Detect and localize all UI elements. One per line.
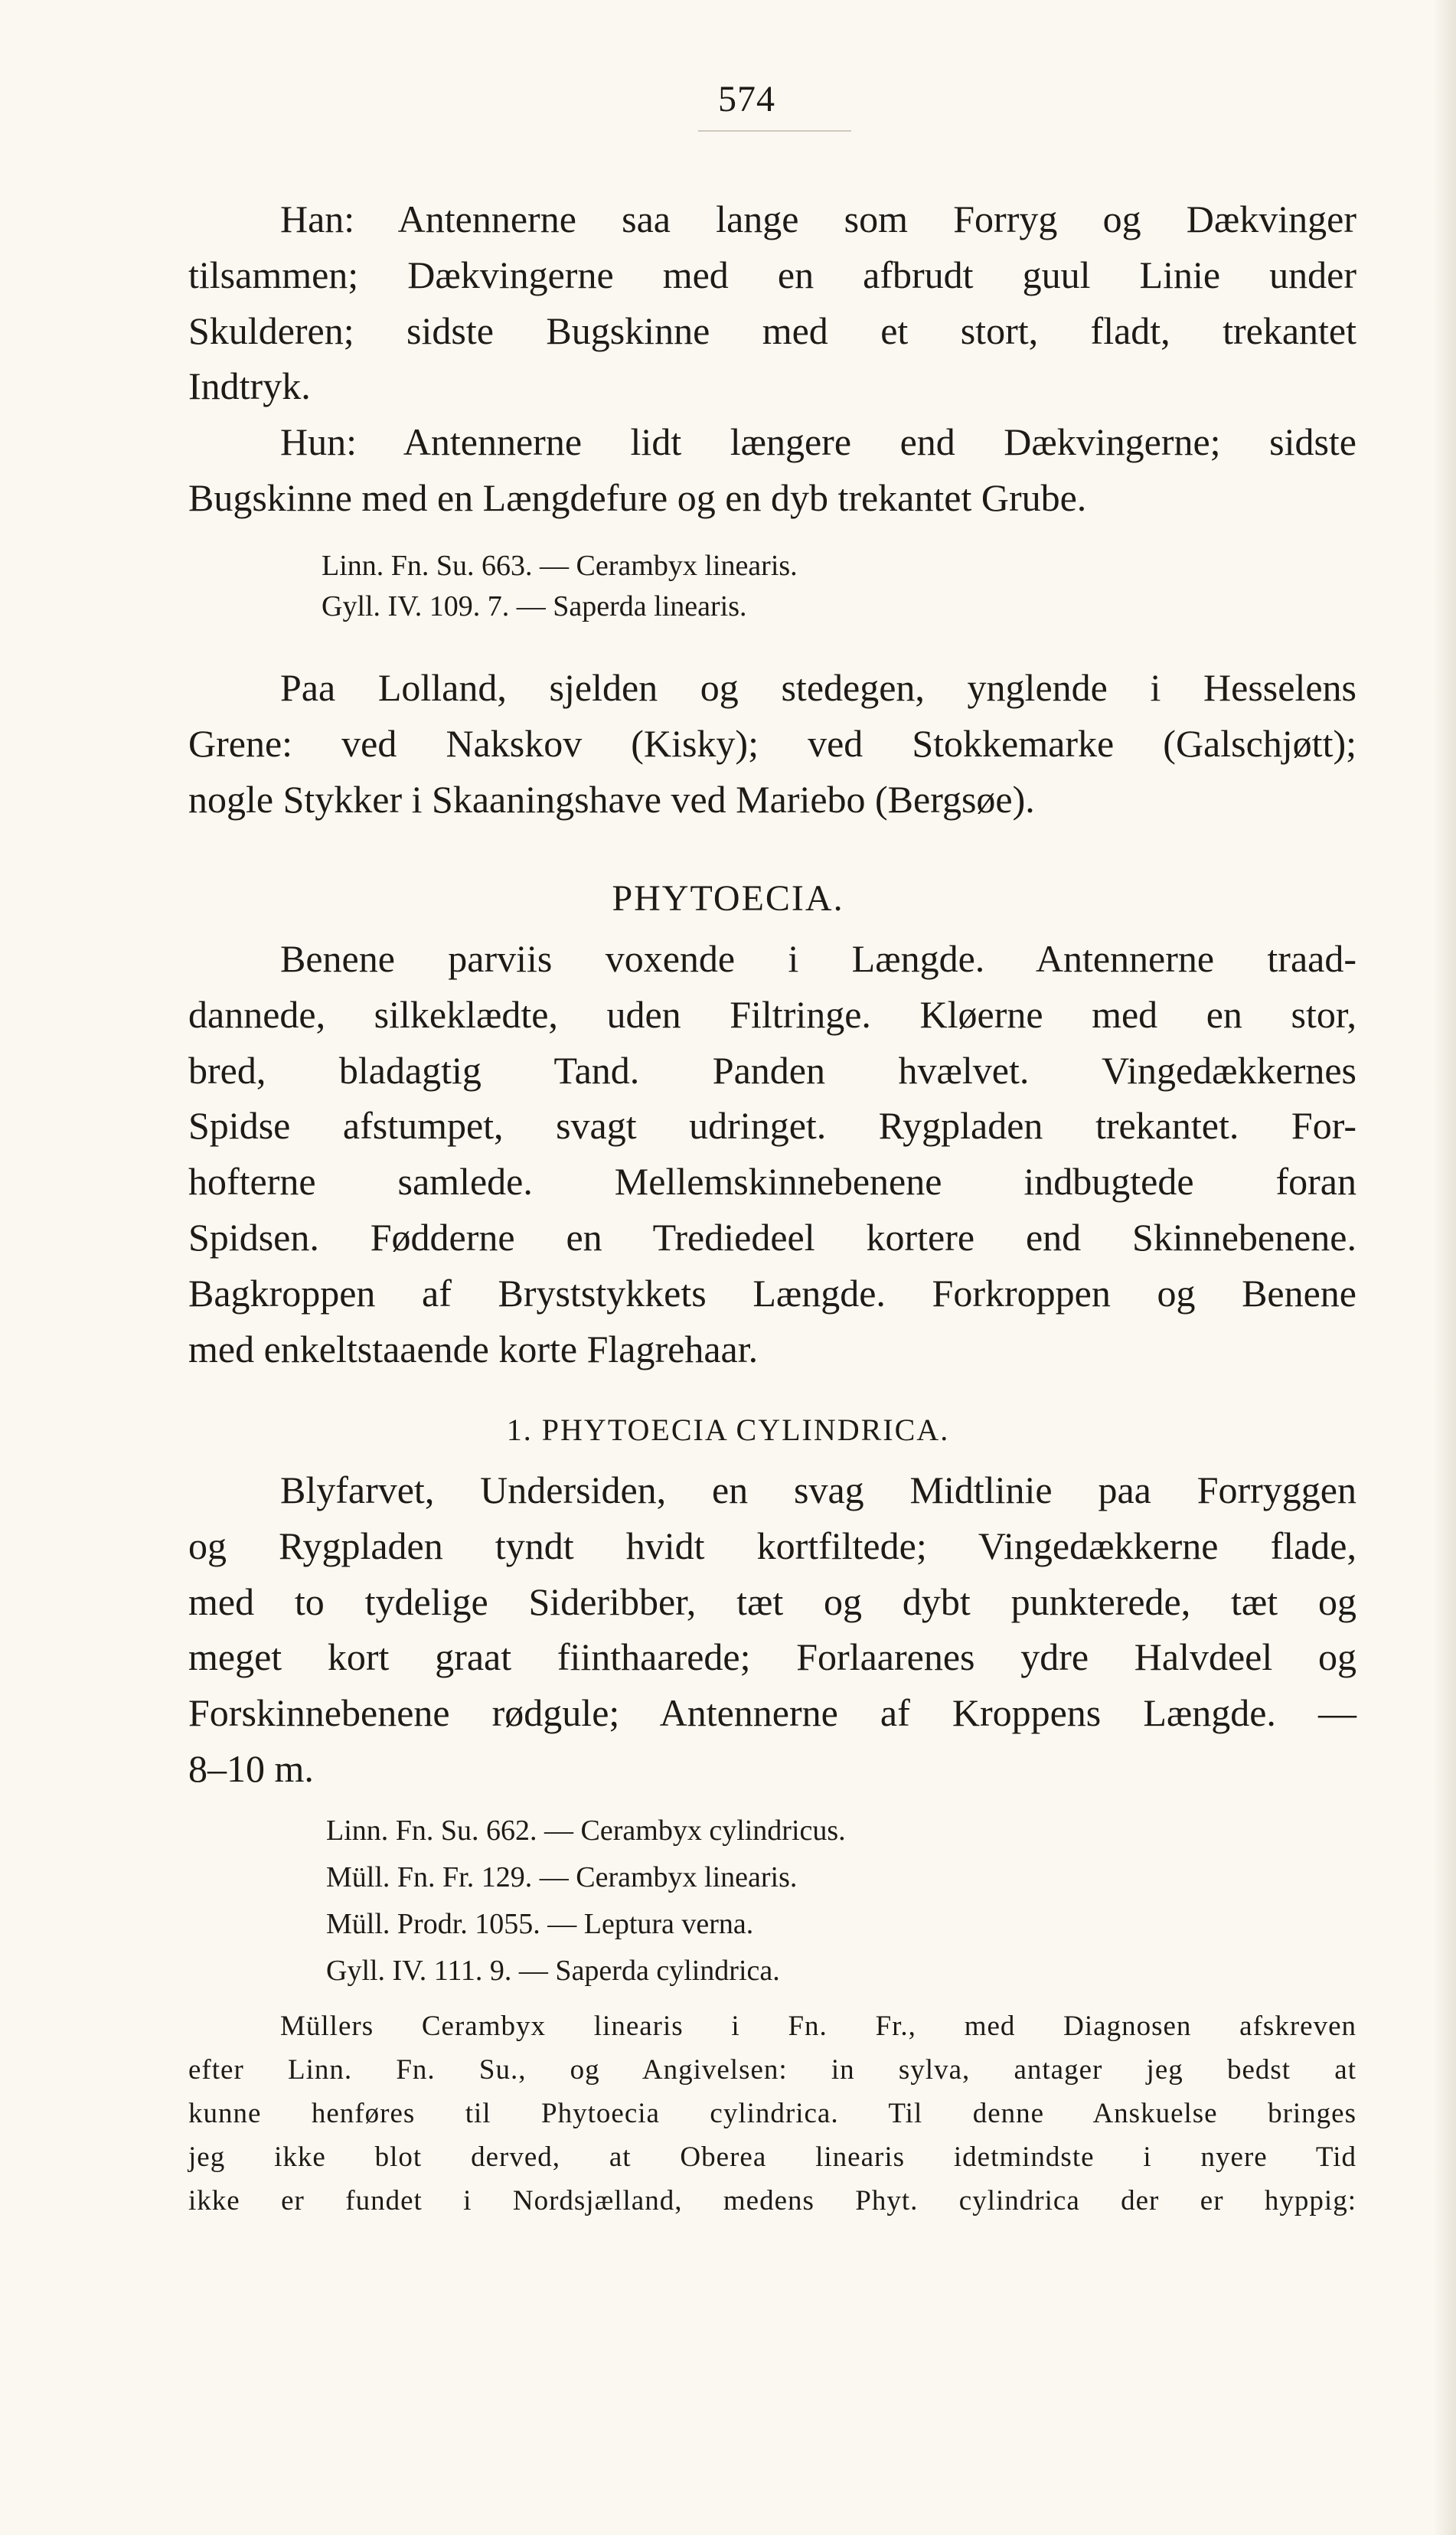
text-line: tilsammen; Dækvingerne med en afbrudt guul Linie under [188, 253, 1356, 296]
text-line: Bugskinne med en Længdefure og en dyb trekantet Grube. [188, 475, 1087, 519]
locality-paragraph [188, 660, 1356, 827]
text-line: Paa Lolland, sjelden og stedegen, ynglende i Hesselens [280, 666, 1356, 709]
synonym-line: Linn. Fn. Su. 663. — Cerambyx linearis. [322, 550, 798, 582]
text-line: Skulderen; sidste Bugskinne med et stort, fladt, trekantet [188, 309, 1356, 352]
text-line: efter Linn. Fn. Su., og Angivelsen: in sylva, antager jeg bedst at [188, 2054, 1356, 2086]
text-line: ikke er fundet i Nordsjælland, medens Phyt. cylindrica der er hyppig: [188, 2185, 1356, 2216]
text-line: Spidse afstumpet, svagt udringet. Rygpladen trekantet. For- [188, 1104, 1356, 1148]
synonym-line: Gyll. IV. 111. 9. — Saperda cylindrica. [326, 1955, 780, 1987]
genus-heading: PHYTOECIA. [612, 878, 844, 919]
genus-description [188, 931, 1356, 1377]
page-edge-shadow [1433, 0, 1456, 2535]
male-description-paragraph [188, 191, 1356, 414]
text-line: og Rygpladen tyndt hvidt kortfiltede; Vingedækkerne flade, [188, 1524, 1356, 1567]
text-line: med to tydelige Sideribber, tæt og dybt punkterede, tæt og [188, 1579, 1356, 1623]
female-description [188, 414, 1356, 526]
text-line: Bagkroppen af Bryststykkets Længde. Forkroppen og Benene [188, 1271, 1356, 1315]
text-line: Benene parviis voxende i Længde. Antennerne traad- [280, 937, 1356, 980]
text-line: jeg ikke blot derved, at Oberea linearis idetmindste i nyere Tid [188, 2141, 1356, 2173]
text-line: Indtryk. [188, 364, 311, 408]
text-line: meget kort graat fiinthaarede; Forlaarenes ydre Halvdeel og [188, 1635, 1356, 1679]
synonym-line: Linn. Fn. Su. 662. — Cerambyx cylindricus. [326, 1815, 846, 1847]
text-line: kunne henføres til Phytoecia cylindrica. Til denne Anskuelse bringes [188, 2098, 1356, 2129]
locality-text [188, 660, 1356, 827]
synonym-line: Gyll. IV. 109. 7. — Saperda linearis. [322, 590, 747, 622]
text-line: Han: Antennerne saa lange som Forryg og Dækvinger [280, 198, 1356, 240]
text-line: hofterne samlede. Mellemskinnebenene indbugtede foran [188, 1160, 1356, 1204]
synonym-line: Müll. Prodr. 1055. — Leptura verna. [326, 1908, 754, 1940]
text-line: Hun: Antennerne lidt længere end Dækvingerne; sidste [280, 420, 1356, 463]
text-line: Müllers Cerambyx linearis i Fn. Fr., med Diagnosen afskreven [280, 2011, 1356, 2042]
footnote-paragraph [188, 2004, 1356, 2223]
male-description [188, 191, 1356, 414]
synonyms-list [322, 546, 798, 627]
text-line: Forskinnebenene rødgule; Antennerne af Kroppens Længde. — [188, 1691, 1356, 1735]
text-line: nogle Stykker i Skaaningshave ved Mariebo (Bergsøe). [188, 777, 1035, 821]
synonym-line: Müll. Fn. Fr. 129. — Cerambyx linearis. [326, 1861, 798, 1893]
text-line: 8–10 m. [188, 1746, 314, 1790]
text-line: Grene: ved Nakskov (Kisky); ved Stokkemarke (Galschjøtt); [188, 721, 1356, 765]
species-synonyms-list [326, 1808, 846, 1994]
page-number-rule [698, 130, 851, 132]
species-heading: 1. PHYTOECIA CYLINDRICA. [506, 1413, 950, 1447]
species-description [188, 1462, 1356, 1797]
text-line: med enkeltstaaende korte Flagrehaar. [188, 1327, 759, 1370]
species-description-text [188, 1462, 1356, 1797]
text-line: bred, bladagtig Tand. Panden hvælvet. Vingedækkernes [188, 1048, 1356, 1092]
female-description-paragraph [188, 414, 1356, 526]
text-line: dannede, silkeklædte, uden Filtringe. Kløerne med en stor, [188, 992, 1356, 1036]
text-line: Spidsen. Fødderne en Trediedeel kortere end Skinnebenene. [188, 1215, 1356, 1259]
page-number: 574 [718, 79, 775, 119]
text-line: Blyfarvet, Undersiden, en svag Midtlinie paa Forryggen [280, 1468, 1356, 1511]
genus-description-text [188, 931, 1356, 1377]
